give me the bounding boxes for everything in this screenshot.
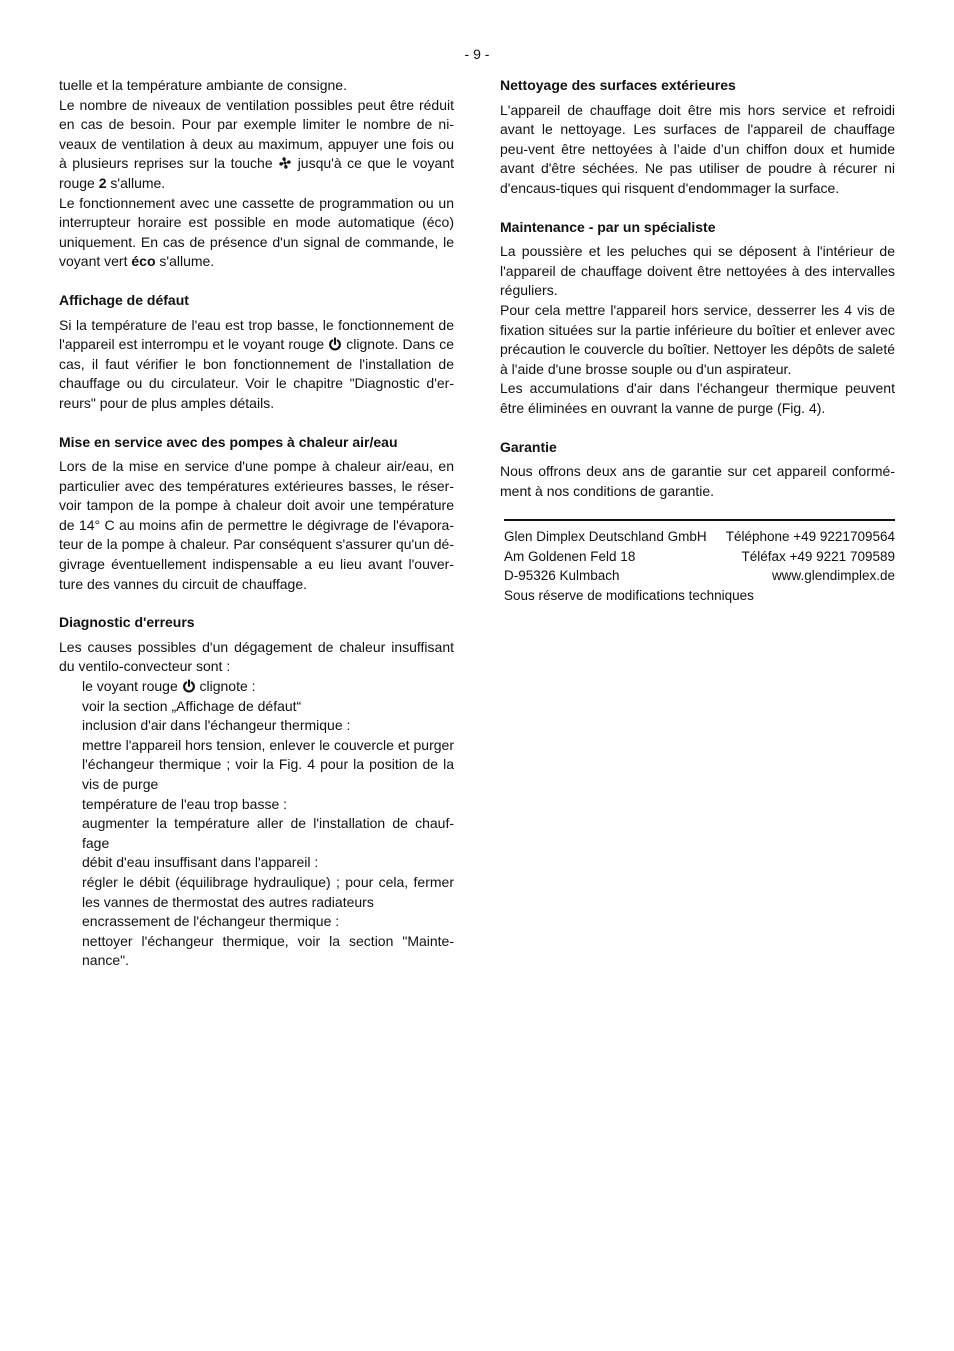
diagnostic-intro: Les causes possibles d'un dégagement de chaleur insuffisant du ventilo-convecteur sont : bbox=[59, 638, 454, 675]
list-item: voir la section „Affichage de défaut“ bbox=[82, 697, 302, 714]
company-footer bbox=[504, 519, 895, 605]
company-name: Glen Dimplex Deutschland GmbH bbox=[504, 529, 707, 545]
heat-pump-heading: Mise en service avec des pompes à chaleur air/eau bbox=[59, 433, 398, 450]
intro-continuation: tuelle et la température ambiante de consigne. bbox=[59, 77, 347, 93]
street-address: Am Goldenen Feld 18 bbox=[504, 548, 636, 564]
list-item: encrassement de l'échangeur thermique : bbox=[82, 913, 340, 930]
list-item: augmenter la température aller de l'installation de chauf-fage bbox=[82, 815, 454, 851]
list-item: nettoyer l'échangeur thermique, voir la section "Mainte-nance". bbox=[82, 932, 454, 969]
city-address: D-95326 Kulmbach bbox=[504, 568, 620, 584]
cleaning-paragraph: L'appareil de chauffage doit être mis hors service et refroidi avant le nettoyage. Les surfaces de l'appareil de chauffage peu-vent être nettoyées à l’aide d’un chiffon doux et humide avant d'être séchées. Ne pas utiliser de poudre à récurer ni d'encaus-tiques qui risquent d'endommager la surface. bbox=[500, 101, 895, 196]
fault-display-paragraph: Si la température de l'eau est trop basse, le fonctionnement de l'appareil est interrompu et le voyant rouge clignote. Dans ce cas, il faut vérifier le bon fonctionnement de l'installation de chauffage ou du circulateur. Voir le chapitre "Diagnostic d'er-reurs" pour de plus amples détails. bbox=[59, 316, 455, 411]
cleaning-heading: Nettoyage des surfaces extérieures bbox=[500, 77, 736, 93]
list-item: régler le débit (équilibrage hydraulique) ; pour cela, fermer les vannes de thermostat des autres radiateurs bbox=[82, 873, 454, 910]
list-item: débit d'eau insuffisant dans l'appareil : bbox=[82, 854, 319, 871]
diagnostic-heading: Diagnostic d'erreurs bbox=[59, 614, 195, 631]
list-item: inclusion d'air dans l'échangeur thermique : bbox=[82, 717, 351, 734]
fax-number: Téléfax +49 9221 709589 bbox=[741, 548, 895, 564]
programming-cassette-paragraph: Le fonctionnement avec une cassette de programmation ou un interrupteur horaire est possible en mode automatique (éco) uniquement. En cas de présence d'un signal de commande, le voyant vert éco s'allume. bbox=[59, 194, 454, 270]
phone-number: Téléphone +49 9221709564 bbox=[725, 529, 895, 545]
diagnostic-list bbox=[59, 677, 454, 971]
warranty-heading: Garantie bbox=[500, 438, 557, 455]
maintenance-heading: Maintenance - par un spécialiste bbox=[500, 218, 716, 235]
maintenance-paragraph-2: Pour cela mettre l'appareil hors service, desserrer les 4 vis de fixation situées sur la partie inférieure du boîtier et enlever avec précaution le couvercle du boîtier. Nettoyer les dépôts de saleté à l'aide d'une brosse souple ou d'un aspirateur. bbox=[500, 301, 895, 377]
right-column bbox=[500, 76, 895, 606]
heat-pump-paragraph: Lors de la mise en service d'une pompe à chaleur air/eau, en particulier avec des températures extérieures basses, le réser-voir tampon de la pompe à chaleur doit avoir une température de 14° C au moins afin de permettre le dégivrage de l'évapora-teur de la pompe à chaleur. Par conséquent s'assurer qu'un dé-givrage éventuellement indispensable a eu lieu avant l'ouver-ture des vannes du circuit de chauffage. bbox=[59, 458, 454, 592]
fan-icon bbox=[278, 156, 292, 170]
list-item: mettre l'appareil hors tension, enlever le couvercle et purger l'échangeur thermique ; voir la Fig. 4 pour la position de la vis de purge bbox=[82, 736, 454, 792]
list-item: température de l'eau trop basse : bbox=[82, 795, 288, 812]
power-icon bbox=[182, 679, 196, 693]
maintenance-paragraph-3: Les accumulations d'air dans l'échangeur thermique peuvent être éliminées en ouvrant la vanne de purge (Fig. 4). bbox=[500, 380, 895, 416]
page-number: - 9 - bbox=[464, 46, 490, 62]
list-item: le voyant rouge clignote : bbox=[82, 678, 256, 695]
warranty-paragraph: Nous offrons deux ans de garantie sur cet appareil conformé-ment à nos conditions de garantie. bbox=[500, 463, 895, 499]
maintenance-paragraph-1: La poussière et les peluches qui se déposent à l'intérieur de l'appareil de chauffage doivent être nettoyées à des intervalles réguliers. bbox=[500, 243, 895, 299]
website-link[interactable]: www.glendimplex.de bbox=[771, 568, 895, 584]
fault-display-heading: Affichage de défaut bbox=[59, 291, 189, 308]
legal-notice: Sous réserve de modifications techniques bbox=[504, 588, 754, 604]
ventilation-levels-paragraph: Le nombre de niveaux de ventilation possibles peut être réduit en cas de besoin. Pour par exemple limiter le nombre de ni-veaux de ventilation à deux au maximum, appuyer une fois ou à plusieurs reprises sur la touche jusqu'à ce que le voyant rouge 2 s'allume. bbox=[59, 96, 455, 191]
left-column bbox=[59, 76, 454, 971]
power-icon bbox=[328, 337, 342, 351]
